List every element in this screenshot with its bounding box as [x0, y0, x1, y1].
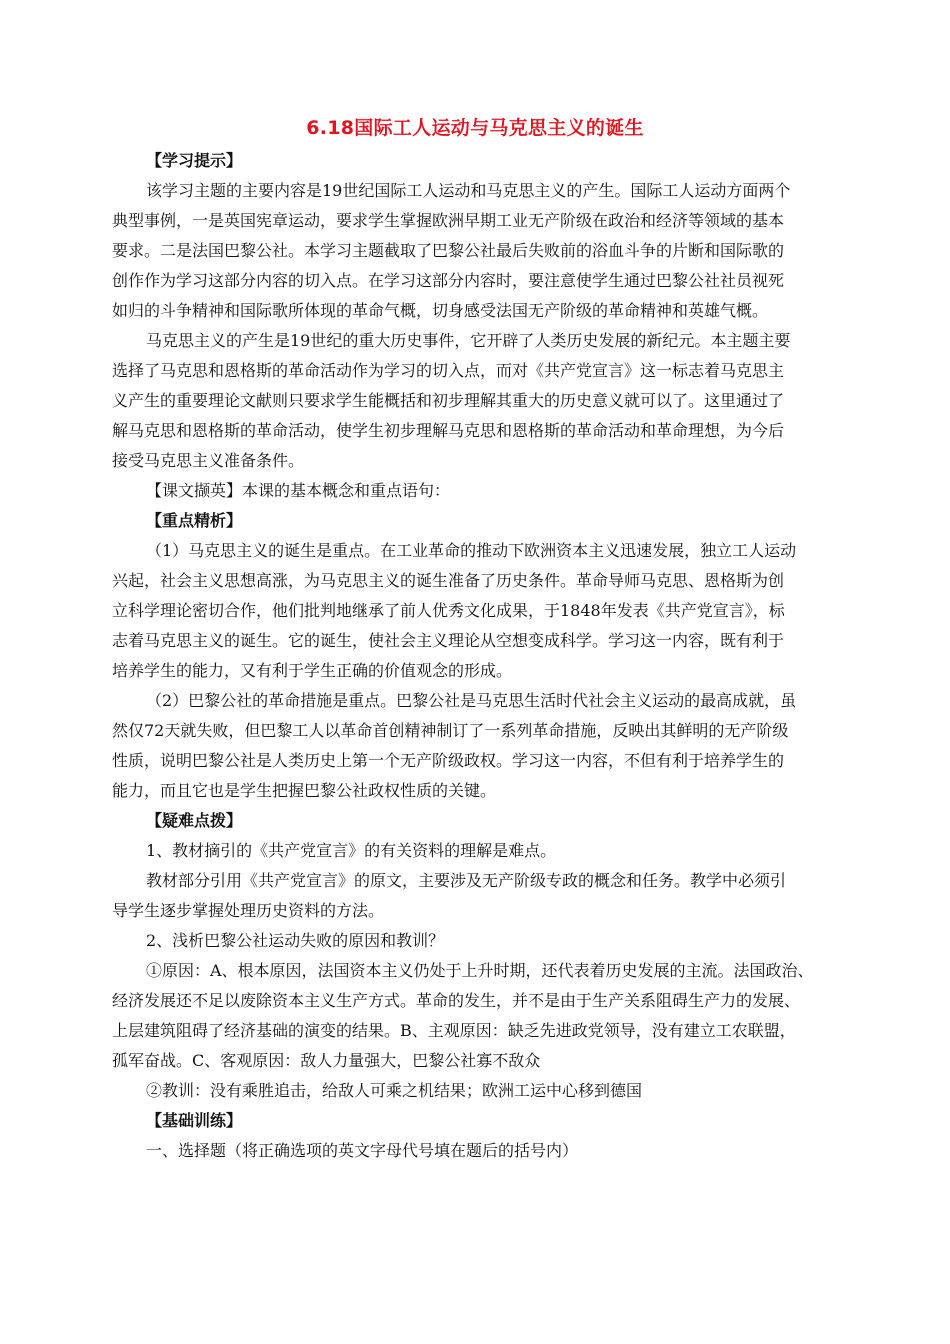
paragraph-line: 义产生的重要理论文献则只要求学生能概括和初步理解其重大的历史意义就可以了。这里通过了 — [112, 391, 785, 410]
section-heading: 【学习提示】 — [146, 151, 243, 170]
section-heading: 【重点精析】 — [146, 511, 243, 530]
paragraph-line: 能力，而且它也是学生把握巴黎公社政权性质的关键。 — [112, 781, 497, 800]
section-heading: 【基础训练】 — [146, 1111, 243, 1130]
paragraph-line: 该学习主题的主要内容是19世纪国际工人运动和马克思主义的产生。国际工人运动方面两个 — [146, 181, 791, 200]
paragraph-line: 教材部分引用《共产党宣言》的原文，主要涉及无产阶级专政的概念和任务。教学中必须引 — [146, 871, 787, 890]
paragraph-line: 要求。二是法国巴黎公社。本学习主题截取了巴黎公社最后失败前的浴血斗争的片断和国际歌的 — [112, 241, 785, 260]
paragraph-line: ①原因：A、根本原因，法国资本主义仍处于上升时期，还代表着历史发展的主流。法国政治、 — [146, 961, 814, 980]
document-title: 6.18国际工人运动与马克思主义的诞生 — [306, 117, 644, 139]
paragraph-line: （2）巴黎公社的革命措施是重点。巴黎公社是马克思生活时代社会主义运动的最高成就，虽 — [146, 691, 797, 710]
section-heading: 【疑难点拨】 — [146, 811, 243, 830]
paragraph-line: 选择了马克思和恩格斯的革命活动作为学习的切入点，而对《共产党宣言》这一标志着马克思主 — [112, 361, 785, 380]
paragraph-line: 接受马克思主义准备条件。 — [112, 451, 305, 470]
paragraph-line: 如归的斗争精神和国际歌所体现的革命气概，切身感受法国无产阶级的革命精神和英雄气概。 — [112, 301, 769, 320]
paragraph-line: 典型事例，一是英国宪章运动，要求学生掌握欧洲早期工业无产阶级在政治和经济等领域的基本 — [112, 211, 785, 230]
paragraph-line: 性质，说明巴黎公社是人类历史上第一个无产阶级政权。学习这一内容，不但有利于培养学生的 — [112, 751, 785, 770]
paragraph-line: 【课文撷英】本课的基本概念和重点语句： — [146, 481, 451, 500]
paragraph-line: （1）马克思主义的诞生是重点。在工业革命的推动下欧洲资本主义迅速发展，独立工人运动 — [146, 541, 797, 560]
paragraph-line: 马克思主义的产生是19世纪的重大历史事件，它开辟了人类历史发展的新纪元。本主题主要 — [146, 331, 791, 350]
paragraph-line: 然仅72天就失败，但巴黎工人以革命首创精神制订了一系列革命措施，反映出其鲜明的无产阶级 — [112, 721, 789, 740]
paragraph-line: 导学生逐步掌握处理历史资料的方法。 — [112, 901, 385, 920]
paragraph-line: ②教训：没有乘胜追击，给敌人可乘之机结果；欧洲工运中心移到德国 — [146, 1081, 643, 1100]
paragraph-line: 2、浅析巴黎公社运动失败的原因和教训？ — [146, 931, 445, 950]
paragraph-line: 兴起，社会主义思想高涨，为马克思主义的诞生准备了历史条件。革命导师马克思、恩格斯为创 — [112, 571, 785, 590]
paragraph-line: 一、选择题（将正确选项的英文字母代号填在题后的括号内） — [146, 1141, 579, 1160]
paragraph-line: 解马克思和恩格斯的革命活动，使学生初步理解马克思和恩格斯的革命活动和革命理想，为今后 — [112, 421, 785, 440]
paragraph-line: 经济发展还不足以废除资本主义生产方式。革命的发生，并不是由于生产关系阻碍生产力的发展、 — [112, 991, 801, 1010]
paragraph-line: 创作作为学习这部分内容的切入点。在学习这部分内容时，要注意使学生通过巴黎公社社员视死 — [112, 271, 785, 290]
paragraph-line: 志着马克思主义的诞生。它的诞生，使社会主义理论从空想变成科学。学习这一内容，既有利于 — [112, 631, 785, 650]
paragraph-line: 培养学生的能力，又有利于学生正确的价值观念的形成。 — [112, 661, 513, 680]
document-body — [112, 146, 838, 1166]
paragraph-line: 孤军奋战。C、客观原因：敌人力量强大，巴黎公社寡不敌众 — [112, 1051, 541, 1070]
paragraph-line: 1、教材摘引的《共产党宣言》的有关资料的理解是难点。 — [146, 841, 557, 860]
paragraph-line: 上层建筑阻碍了经济基础的演变的结果。B、主观原因：缺乏先进政党领导，没有建立工农联盟， — [112, 1021, 796, 1040]
paragraph-line: 立科学理论密切合作，他们批判地继承了前人优秀文化成果，于1848年发表《共产党宣言》，标 — [112, 601, 785, 620]
